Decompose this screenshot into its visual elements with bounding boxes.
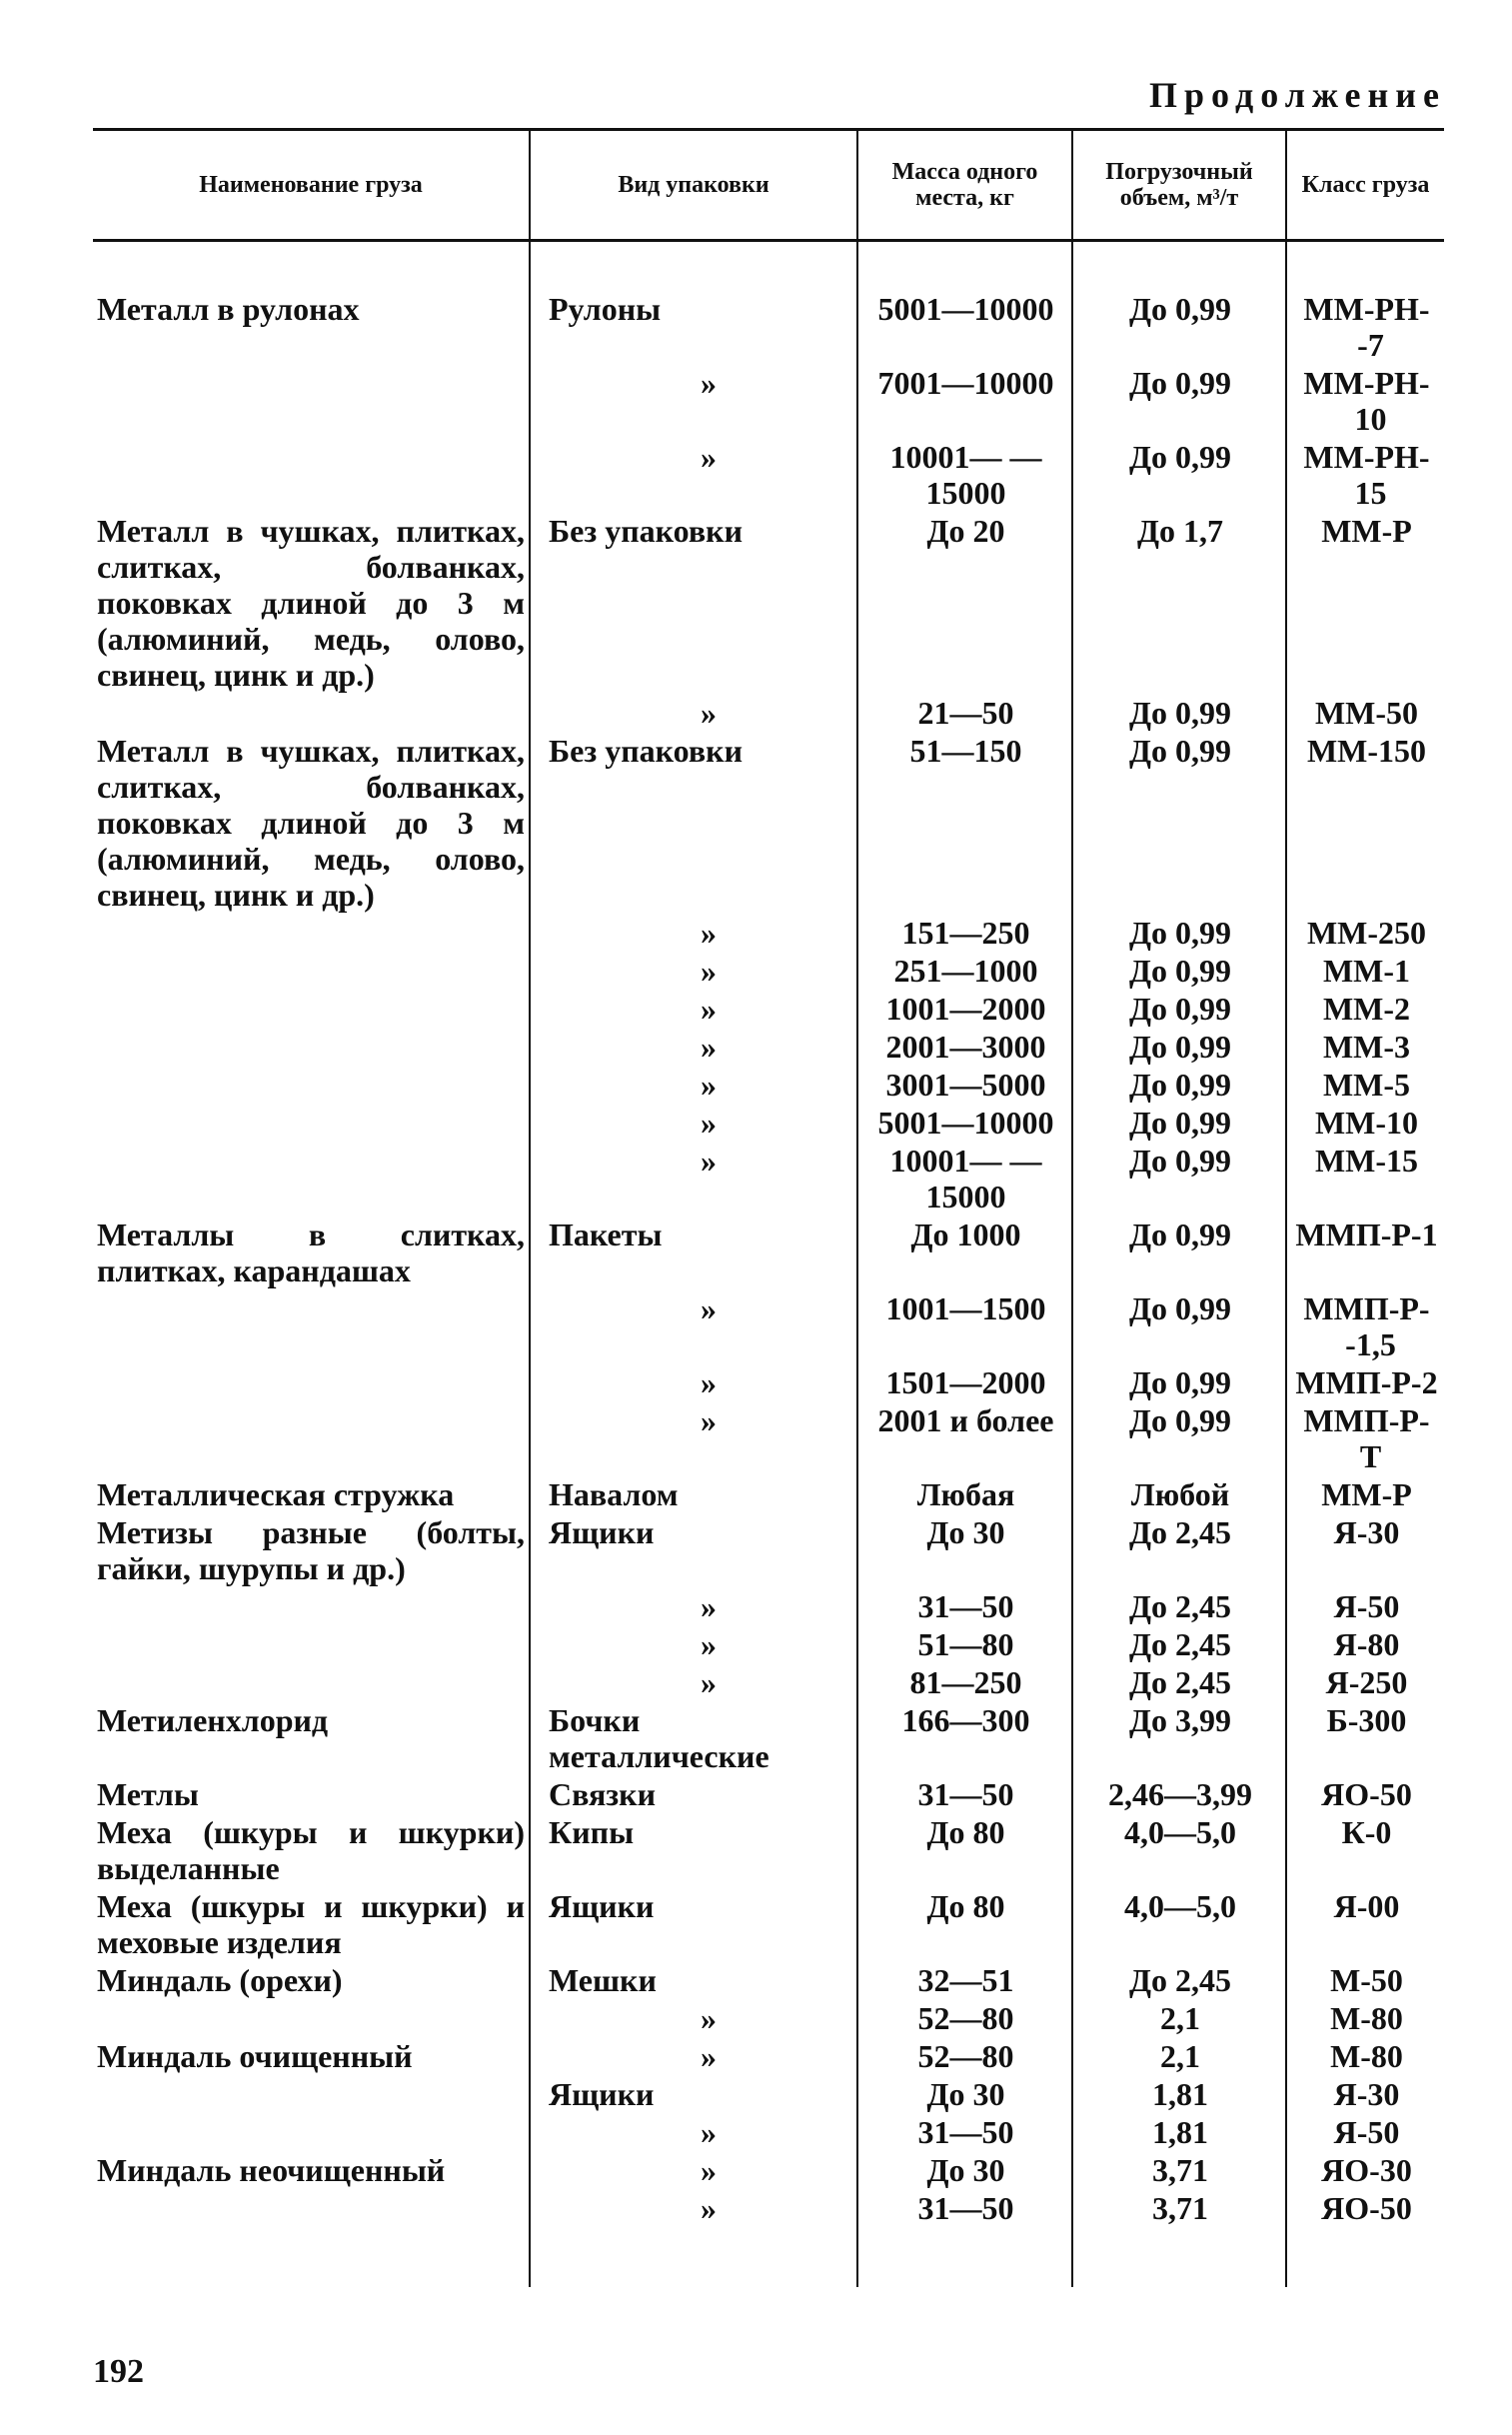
cell-mass: 166—300 xyxy=(857,1701,1072,1775)
cell-packaging: » xyxy=(530,2189,857,2227)
cell-mass: 7001—10000 xyxy=(857,364,1072,438)
cell-mass: 1501—2000 xyxy=(857,1363,1072,1401)
table-row xyxy=(93,1513,1444,1587)
cell-packaging: Кипы xyxy=(530,1813,857,1887)
cell-volume: 2,46—3,99 xyxy=(1072,1775,1286,1813)
cell-cargo-name: Меха (шкуры и шкурки) выделанные xyxy=(97,1814,525,1886)
table-body xyxy=(93,241,1444,2288)
cell-cargo-class: ММ-РН- 10 xyxy=(1286,364,1444,438)
cell-packaging: » xyxy=(530,2151,857,2189)
table-row xyxy=(93,1216,1444,1289)
cell-cargo-name xyxy=(93,914,530,952)
cell-cargo-class: ЯО-50 xyxy=(1286,1775,1444,1813)
cell-cargo-name: Метлы xyxy=(97,1776,199,1812)
cell-volume: До 0,99 xyxy=(1072,1216,1286,1289)
cell-volume: 3,71 xyxy=(1072,2151,1286,2189)
cell-cargo-class: Я-00 xyxy=(1286,1887,1444,1961)
table-row xyxy=(93,1587,1444,1625)
cell-volume: До 2,45 xyxy=(1072,1961,1286,1999)
table-row xyxy=(93,914,1444,952)
cell-cargo-class: Я-30 xyxy=(1286,2075,1444,2113)
cell-cargo-class: ММ-РН- 15 xyxy=(1286,438,1444,512)
cell-cargo-name: Метизы разные (болты, гайки, шурупы и др.) xyxy=(97,1514,525,1586)
cell-packaging: » xyxy=(530,990,857,1028)
cell-mass: 2001—3000 xyxy=(857,1028,1072,1066)
cell-mass: 31—50 xyxy=(857,1587,1072,1625)
cell-cargo-class: ММ-Р xyxy=(1286,512,1444,694)
cell-packaging: » xyxy=(530,1289,857,1363)
table-row xyxy=(93,1701,1444,1775)
cell-cargo-class: ММ-3 xyxy=(1286,1028,1444,1066)
cell-cargo-name xyxy=(93,1289,530,1363)
cell-mass: 51—80 xyxy=(857,1625,1072,1663)
cell-mass: 81—250 xyxy=(857,1663,1072,1701)
cell-packaging: Навалом xyxy=(530,1475,857,1513)
cell-cargo-class: Б-300 xyxy=(1286,1701,1444,1775)
cell-mass: До 30 xyxy=(857,1513,1072,1587)
cell-cargo-class: ММ-150 xyxy=(1286,732,1444,914)
cell-cargo-name xyxy=(93,1066,530,1104)
cell-cargo-name: Металлы в слитках, плитках, карандашах xyxy=(97,1217,525,1288)
cell-mass: 31—50 xyxy=(857,1775,1072,1813)
cell-mass: 251—1000 xyxy=(857,952,1072,990)
cell-packaging: Ящики xyxy=(530,1513,857,1587)
table-row xyxy=(93,2151,1444,2189)
cell-cargo-name: Металлическая стружка xyxy=(97,1476,455,1512)
cell-cargo-name xyxy=(93,2189,530,2227)
table-row xyxy=(93,2113,1444,2151)
cell-mass: 32—51 xyxy=(857,1961,1072,1999)
cell-cargo-name xyxy=(93,2075,530,2113)
cell-volume: До 0,99 xyxy=(1072,990,1286,1028)
cell-cargo-class: ММ-50 xyxy=(1286,694,1444,732)
cell-cargo-name xyxy=(93,438,530,512)
table-row xyxy=(93,2037,1444,2075)
cell-cargo-name xyxy=(93,694,530,732)
cell-cargo-class: ММП-Р- Т xyxy=(1286,1401,1444,1475)
cell-mass: 2001 и более xyxy=(857,1401,1072,1475)
cell-volume: До 2,45 xyxy=(1072,1587,1286,1625)
cell-volume: До 0,99 xyxy=(1072,1363,1286,1401)
cell-volume: 4,0—5,0 xyxy=(1072,1813,1286,1887)
header-volume: Погрузочный объем, м³/т xyxy=(1072,130,1286,241)
cell-mass: 52—80 xyxy=(857,1999,1072,2037)
table-row xyxy=(93,1142,1444,1216)
cell-mass: 5001—10000 xyxy=(857,1104,1072,1142)
cell-cargo-class: М-50 xyxy=(1286,1961,1444,1999)
cell-volume: 1,81 xyxy=(1072,2113,1286,2151)
cell-cargo-name xyxy=(93,952,530,990)
cell-volume: До 0,99 xyxy=(1072,1289,1286,1363)
cell-packaging: » xyxy=(530,914,857,952)
cell-packaging: » xyxy=(530,364,857,438)
table-filler-row xyxy=(93,2227,1444,2287)
cell-cargo-name xyxy=(93,1587,530,1625)
cell-volume: До 0,99 xyxy=(1072,914,1286,952)
page-number: 192 xyxy=(93,2353,144,2390)
cell-cargo-class: ММ-5 xyxy=(1286,1066,1444,1104)
cell-cargo-class: Я-50 xyxy=(1286,1587,1444,1625)
table-row xyxy=(93,2075,1444,2113)
cell-packaging: » xyxy=(530,1625,857,1663)
cell-cargo-name xyxy=(93,2113,530,2151)
table-row xyxy=(93,438,1444,512)
cell-cargo-class: ММ-Р xyxy=(1286,1475,1444,1513)
cell-cargo-name xyxy=(93,364,530,438)
cell-mass: 1001—1500 xyxy=(857,1289,1072,1363)
cell-cargo-name: Миндаль очищенный xyxy=(97,2038,413,2074)
cell-cargo-class: ММ-1 xyxy=(1286,952,1444,990)
cell-cargo-name: Меха (шкуры и шкурки) и меховые изделия xyxy=(97,1888,525,1960)
cell-volume: До 0,99 xyxy=(1072,364,1286,438)
cell-cargo-class: М-80 xyxy=(1286,1999,1444,2037)
cell-packaging: Рулоны xyxy=(530,290,857,364)
table-row xyxy=(93,990,1444,1028)
cell-mass: 151—250 xyxy=(857,914,1072,952)
cell-mass: Любая xyxy=(857,1475,1072,1513)
cell-volume: До 0,99 xyxy=(1072,732,1286,914)
cell-packaging: Ящики xyxy=(530,2075,857,2113)
cell-cargo-name: Металл в чушках, плитках, слитках, болванках, поковках длиной до 3 м (алюминий, медь, олово, свинец, цинк и др.) xyxy=(97,513,525,693)
cell-mass: 10001— —15000 xyxy=(857,1142,1072,1216)
cell-mass: До 80 xyxy=(857,1887,1072,1961)
cell-mass: 31—50 xyxy=(857,2113,1072,2151)
cell-cargo-class: Я-80 xyxy=(1286,1625,1444,1663)
cell-volume: До 0,99 xyxy=(1072,1142,1286,1216)
cell-cargo-name: Миндаль неочищенный xyxy=(97,2152,446,2188)
cell-packaging: Без упаковки xyxy=(530,512,857,694)
cell-cargo-name xyxy=(93,1401,530,1475)
cell-cargo-class: ММП-Р-1 xyxy=(1286,1216,1444,1289)
cell-packaging: » xyxy=(530,438,857,512)
cell-cargo-name xyxy=(93,1999,530,2037)
cell-mass: До 80 xyxy=(857,1813,1072,1887)
table-row xyxy=(93,1887,1444,1961)
cell-packaging: » xyxy=(530,1663,857,1701)
cell-volume: 4,0—5,0 xyxy=(1072,1887,1286,1961)
cell-cargo-class: ММ-15 xyxy=(1286,1142,1444,1216)
cell-cargo-class: ММ-2 xyxy=(1286,990,1444,1028)
cell-mass: 5001—10000 xyxy=(857,290,1072,364)
cell-cargo-class: Я-50 xyxy=(1286,2113,1444,2151)
cell-mass: 10001— —15000 xyxy=(857,438,1072,512)
cell-volume: 2,1 xyxy=(1072,2037,1286,2075)
cell-packaging: » xyxy=(530,2113,857,2151)
table-row xyxy=(93,732,1444,914)
cell-mass: 1001—2000 xyxy=(857,990,1072,1028)
cell-cargo-class: М-80 xyxy=(1286,2037,1444,2075)
table-row xyxy=(93,1289,1444,1363)
cell-volume: До 0,99 xyxy=(1072,1066,1286,1104)
cell-cargo-name: Металл в чушках, плитках, слитках, болванках, поковках длиной до 3 м (алюминий, медь, олово, свинец, цинк и др.) xyxy=(97,733,525,913)
cell-cargo-name xyxy=(93,1142,530,1216)
cell-packaging: Без упаковки xyxy=(530,732,857,914)
cell-mass: 31—50 xyxy=(857,2189,1072,2227)
cell-packaging: » xyxy=(530,1104,857,1142)
table-row xyxy=(93,1475,1444,1513)
cell-volume: 1,81 xyxy=(1072,2075,1286,2113)
cell-packaging: Бочки металлические xyxy=(530,1701,857,1775)
cell-volume: До 0,99 xyxy=(1072,694,1286,732)
cell-mass: 52—80 xyxy=(857,2037,1072,2075)
cell-mass: До 30 xyxy=(857,2075,1072,2113)
cell-mass: До 1000 xyxy=(857,1216,1072,1289)
table-row xyxy=(93,1401,1444,1475)
cell-cargo-name xyxy=(93,990,530,1028)
cell-packaging: » xyxy=(530,694,857,732)
table-row xyxy=(93,1813,1444,1887)
table-row xyxy=(93,1663,1444,1701)
table-row xyxy=(93,1999,1444,2037)
cell-cargo-class: Я-250 xyxy=(1286,1663,1444,1701)
continuation-label: Продолжение xyxy=(1149,75,1446,115)
cell-cargo-class: ЯО-30 xyxy=(1286,2151,1444,2189)
cell-cargo-name: Металл в рулонах xyxy=(97,291,360,327)
cell-volume: 2,1 xyxy=(1072,1999,1286,2037)
cell-cargo-name xyxy=(93,1363,530,1401)
cell-cargo-name: Миндаль (орехи) xyxy=(97,1962,343,1998)
table-row xyxy=(93,1363,1444,1401)
header-cargo-class: Класс груза xyxy=(1286,130,1444,241)
cell-packaging: Пакеты xyxy=(530,1216,857,1289)
cell-volume: До 2,45 xyxy=(1072,1663,1286,1701)
table-row xyxy=(93,2189,1444,2227)
header-packaging: Вид упаковки xyxy=(530,130,857,241)
cell-packaging: » xyxy=(530,1028,857,1066)
header-mass: Масса одного места, кг xyxy=(857,130,1072,241)
table-row xyxy=(93,512,1444,694)
cell-cargo-class: ММП-Р- -1,5 xyxy=(1286,1289,1444,1363)
cell-volume: До 0,99 xyxy=(1072,438,1286,512)
cell-packaging: » xyxy=(530,1999,857,2037)
cell-volume: Любой xyxy=(1072,1475,1286,1513)
cell-cargo-class: ММ-10 xyxy=(1286,1104,1444,1142)
cell-mass: 21—50 xyxy=(857,694,1072,732)
table-row xyxy=(93,364,1444,438)
cell-volume: До 2,45 xyxy=(1072,1513,1286,1587)
cell-mass: До 30 xyxy=(857,2151,1072,2189)
cell-mass: 51—150 xyxy=(857,732,1072,914)
cell-volume: До 3,99 xyxy=(1072,1701,1286,1775)
cell-cargo-class: ММ-РН- -7 xyxy=(1286,290,1444,364)
cell-packaging: » xyxy=(530,952,857,990)
cell-cargo-name: Метиленхлорид xyxy=(97,1702,329,1738)
cell-packaging: » xyxy=(530,1363,857,1401)
cell-cargo-class: ЯО-50 xyxy=(1286,2189,1444,2227)
table-row xyxy=(93,290,1444,364)
cell-volume: До 0,99 xyxy=(1072,1401,1286,1475)
header-row xyxy=(93,130,1444,241)
cell-cargo-name xyxy=(93,1663,530,1701)
cell-mass: До 20 xyxy=(857,512,1072,694)
table-spacer-row xyxy=(93,241,1444,291)
table-header xyxy=(93,130,1444,241)
cell-cargo-class: К-0 xyxy=(1286,1813,1444,1887)
cell-volume: До 0,99 xyxy=(1072,1104,1286,1142)
cell-volume: До 2,45 xyxy=(1072,1625,1286,1663)
cell-volume: До 0,99 xyxy=(1072,952,1286,990)
cell-volume: До 0,99 xyxy=(1072,1028,1286,1066)
cell-cargo-class: ММ-250 xyxy=(1286,914,1444,952)
cell-packaging: » xyxy=(530,1066,857,1104)
table-row xyxy=(93,1028,1444,1066)
table-row xyxy=(93,694,1444,732)
cell-packaging: » xyxy=(530,1401,857,1475)
table-row xyxy=(93,1066,1444,1104)
cell-cargo-class: Я-30 xyxy=(1286,1513,1444,1587)
cell-packaging: Ящики xyxy=(530,1887,857,1961)
cell-packaging: » xyxy=(530,2037,857,2075)
cell-cargo-name xyxy=(93,1028,530,1066)
cell-cargo-class: ММП-Р-2 xyxy=(1286,1363,1444,1401)
cell-packaging: » xyxy=(530,1142,857,1216)
table-row xyxy=(93,1104,1444,1142)
cell-packaging: Мешки xyxy=(530,1961,857,1999)
header-cargo-name: Наименование груза xyxy=(93,130,530,241)
table-row xyxy=(93,952,1444,990)
cell-volume: До 0,99 xyxy=(1072,290,1286,364)
cell-volume: 3,71 xyxy=(1072,2189,1286,2227)
cargo-table xyxy=(93,128,1444,2287)
table-row xyxy=(93,1625,1444,1663)
table-row xyxy=(93,1775,1444,1813)
cell-cargo-name xyxy=(93,1104,530,1142)
table-row xyxy=(93,1961,1444,1999)
cell-mass: 3001—5000 xyxy=(857,1066,1072,1104)
cell-packaging: Связки xyxy=(530,1775,857,1813)
cell-packaging: » xyxy=(530,1587,857,1625)
cell-cargo-name xyxy=(93,1625,530,1663)
cell-volume: До 1,7 xyxy=(1072,512,1286,694)
